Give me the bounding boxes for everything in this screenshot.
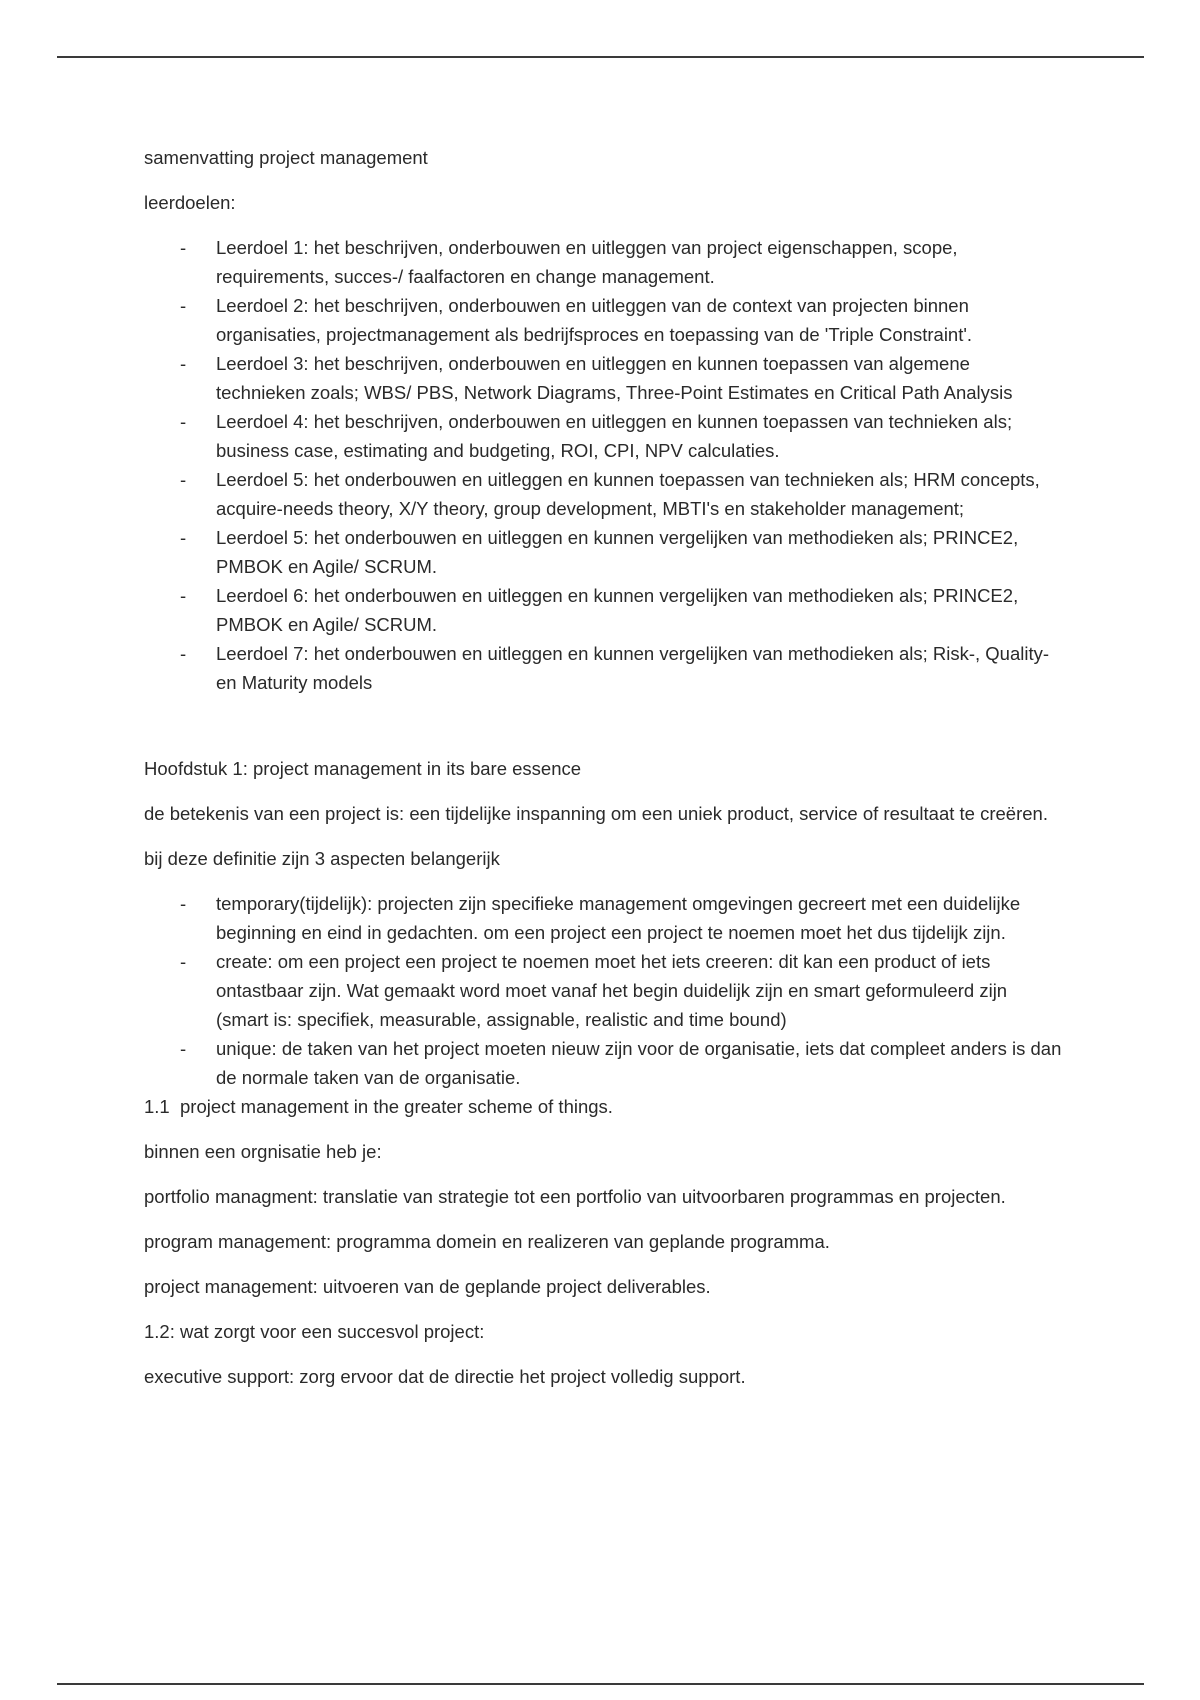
section-heading-1-2: 1.2: wat zorgt voor een succesvol project: (144, 1321, 485, 1342)
leerdoelen-label: leerdoelen: (144, 192, 236, 213)
header-rule (57, 56, 1144, 58)
list-item: - Leerdoel 5: het onderbouwen en uitleggen en kunnen vergelijken van methodieken als; PRINCE2, PMBOK en Agile/ SCRUM. (216, 523, 1064, 581)
list-item: - Leerdoel 7: het onderbouwen en uitleggen en kunnen vergelijken van methodieken als; Risk-, Quality- en Maturity models (216, 639, 1064, 697)
section-heading-1-1 (144, 1092, 1064, 1121)
section-title: project management in the greater scheme of things. (180, 1096, 613, 1117)
list-item: - unique: de taken van het project moeten nieuw zijn voor de organisatie, iets dat compleet anders is dan de normale taken van de organisatie. (216, 1034, 1064, 1092)
footer-rule (57, 1683, 1144, 1685)
program-paragraph: program management: programma domein en realizeren van geplande programma. (144, 1231, 830, 1252)
list-item: - Leerdoel 4: het beschrijven, onderbouwen en uitleggen en kunnen toepassen van technieken als; business case, estimating and budgeting, ROI, CPI, NPV calculaties. (216, 407, 1064, 465)
project-definition: de betekenis van een project is: een tijdelijke inspanning om een uniek product, service of resultaat te creëren. (144, 803, 1048, 824)
leerdoelen-list (144, 233, 1064, 697)
list-item: - Leerdoel 1: het beschrijven, onderbouwen en uitleggen van project eigenschappen, scope, requirements, succes-/ faalfactoren en change management. (216, 233, 1064, 291)
project-management-paragraph: project management: uitvoeren van de geplande project deliverables. (144, 1276, 711, 1297)
blank-line (144, 713, 1064, 754)
list-item: - Leerdoel 3: het beschrijven, onderbouwen en uitleggen en kunnen toepassen van algemene technieken zoals; WBS/ PBS, Network Diagrams, Three-Point Estimates en Critical Path Analysis (216, 349, 1064, 407)
org-intro: binnen een orgnisatie heb je: (144, 1141, 382, 1162)
document-title: samenvatting project management (144, 147, 428, 168)
executive-support-paragraph: executive support: zorg ervoor dat de directie het project volledig support. (144, 1366, 746, 1387)
section-number: 1.1 (144, 1096, 170, 1117)
list-item: - Leerdoel 2: het beschrijven, onderbouwen en uitleggen van de context van projecten binnen organisaties, projectmanagement als bedrijfsproces en toepassing van de 'Triple Constraint'. (216, 291, 1064, 349)
chapter-title: Hoofdstuk 1: project management in its bare essence (144, 758, 582, 779)
list-item: - temporary(tijdelijk): projecten zijn specifieke management omgevingen gecreert met een duidelijke beginning en eind in gedachten. om een project een project te noemen moet het dus tijdelijk zijn. (216, 889, 1064, 947)
list-item: - Leerdoel 5: het onderbouwen en uitleggen en kunnen toepassen van technieken als; HRM concepts, acquire-needs theory, X/Y theory, group development, MBTI's en stakeholder management; (216, 465, 1064, 523)
list-item: - Leerdoel 6: het onderbouwen en uitleggen en kunnen vergelijken van methodieken als; PRINCE2, PMBOK en Agile/ SCRUM. (216, 581, 1064, 639)
aspects-intro: bij deze definitie zijn 3 aspecten belangerijk (144, 848, 500, 869)
portfolio-paragraph: portfolio managment: translatie van strategie tot een portfolio van uitvoorbaren programmas en projecten. (144, 1186, 1006, 1207)
list-item: - create: om een project een project te noemen moet het iets creeren: dit kan een product of iets ontastbaar zijn. Wat gemaakt word moet vanaf het begin duidelijk zijn en smart geformuleerd zijn (smart is: specifiek, measurable, assignable, realistic and time bound) (216, 947, 1064, 1034)
document-body (144, 143, 1064, 1407)
aspects-list (144, 889, 1064, 1092)
